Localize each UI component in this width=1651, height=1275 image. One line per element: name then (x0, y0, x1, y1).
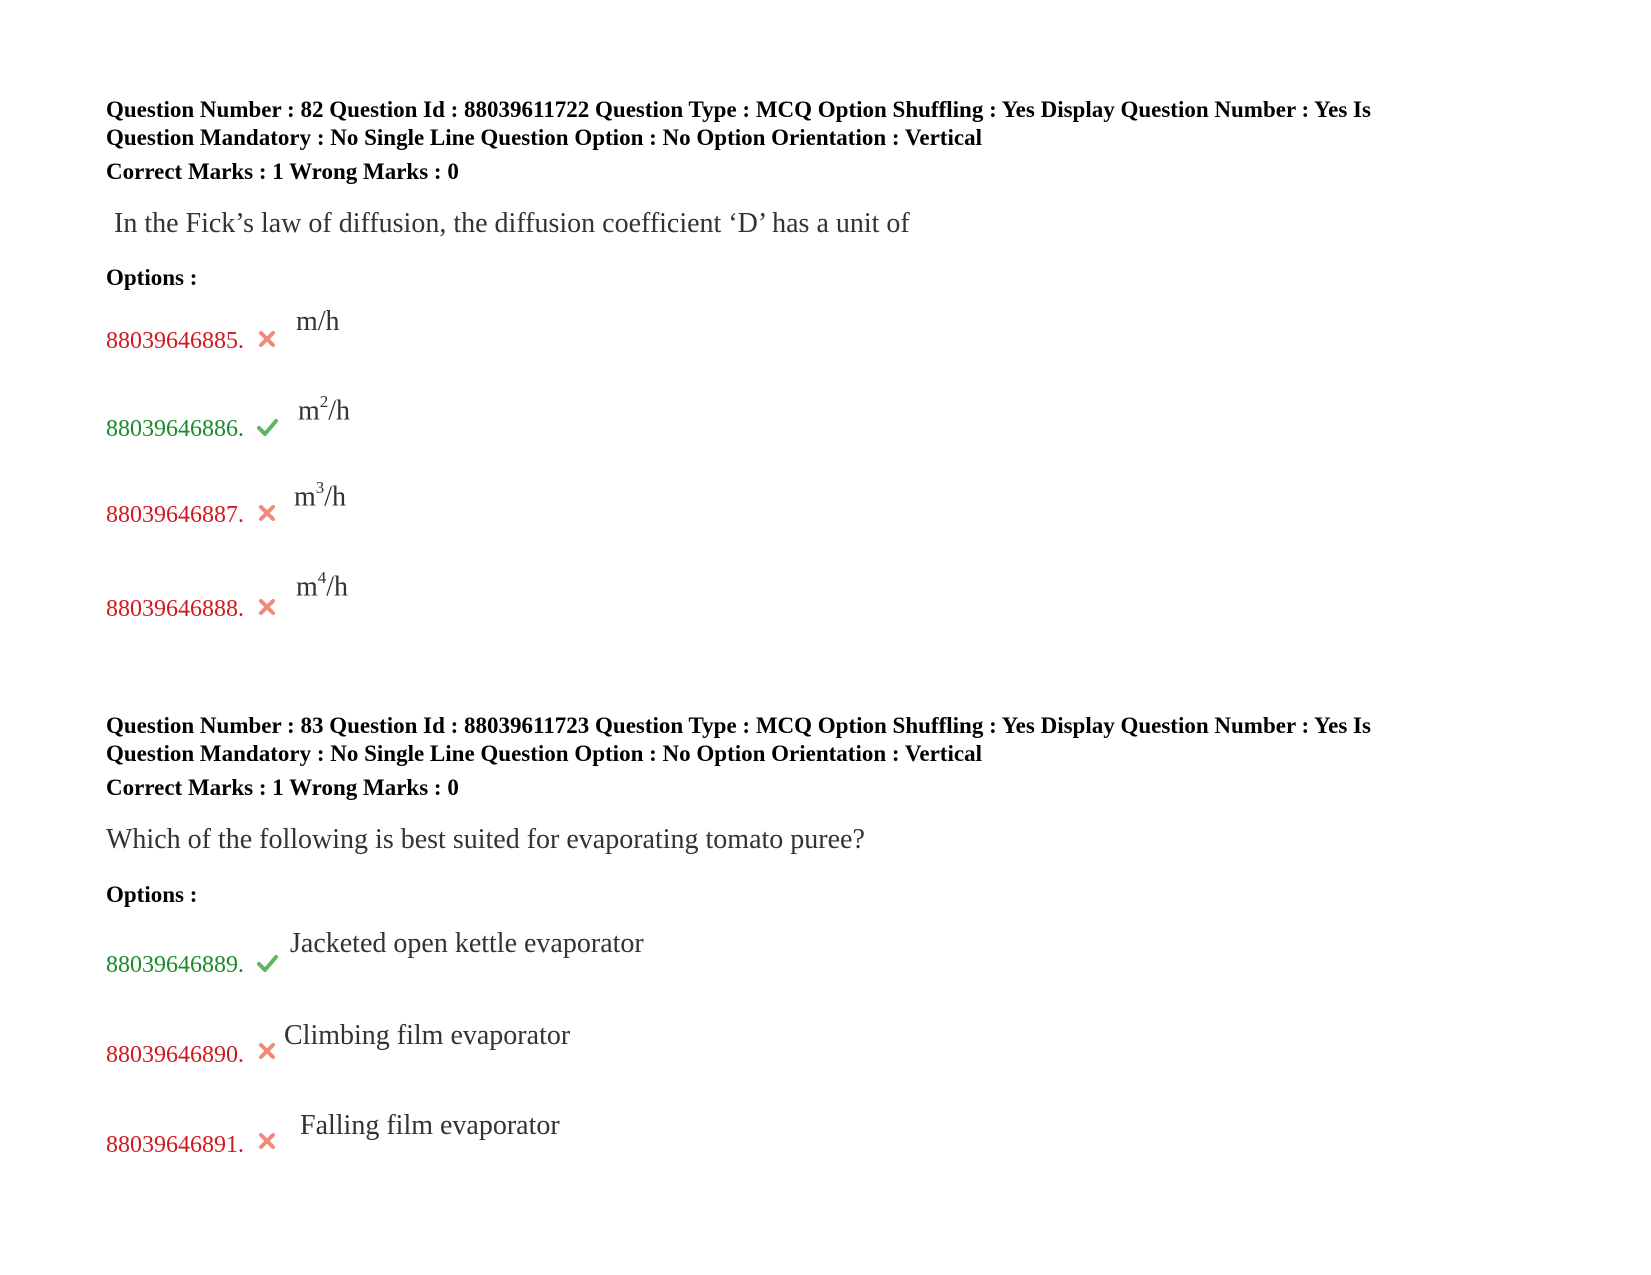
question-meta-line2: Question Mandatory : No Single Line Question Option : No Option Orientation : Vertical (106, 125, 982, 150)
question-marks: Correct Marks : 1 Wrong Marks : 0 (106, 775, 459, 800)
question-marks: Correct Marks : 1 Wrong Marks : 0 (106, 159, 459, 184)
question-text-83: Which of the following is best suited for evaporating tomato puree? (106, 824, 865, 855)
option-text: m/h (296, 306, 340, 337)
question-block-82 (106, 96, 1546, 186)
option-text: $m^2/h$ (298, 392, 351, 427)
option-text: Falling film evaporator (300, 1110, 560, 1141)
option-id: 88039646891. (106, 1132, 244, 1158)
question-meta-line2: Question Mandatory : No Single Line Question Option : No Option Orientation : Vertical (106, 741, 982, 766)
cross-icon (256, 1040, 278, 1062)
question-meta-line1: Question Number : 83 Question Id : 88039611723 Question Type : MCQ Option Shuffling : Yes Display Question Number : Yes Is (106, 713, 1371, 738)
cross-icon (256, 1130, 278, 1152)
option-text: $m^4/h$ (296, 568, 349, 603)
cross-icon (256, 596, 278, 618)
option-id: 88039646889. (106, 952, 244, 978)
options-label-83: Options : (106, 882, 198, 907)
option-id: 88039646886. (106, 416, 244, 442)
option-text: $m^3/h$ (294, 478, 347, 513)
options-label-82: Options : (106, 265, 198, 290)
check-icon (256, 416, 278, 438)
cross-icon (256, 502, 278, 524)
option-id: 88039646888. (106, 596, 244, 622)
question-text-82: In the Fick’s law of diffusion, the diffusion coefficient ‘D’ has a unit of (114, 208, 910, 239)
cross-icon (256, 328, 278, 350)
option-text: Jacketed open kettle evaporator (290, 928, 644, 959)
option-id: 88039646885. (106, 328, 244, 354)
option-text: Climbing film evaporator (284, 1020, 571, 1051)
option-id: 88039646887. (106, 502, 244, 528)
question-meta-line1: Question Number : 82 Question Id : 88039611722 Question Type : MCQ Option Shuffling : Yes Display Question Number : Yes Is (106, 97, 1371, 122)
question-block-83 (106, 712, 1546, 802)
option-id: 88039646890. (106, 1042, 244, 1068)
check-icon (256, 952, 278, 974)
